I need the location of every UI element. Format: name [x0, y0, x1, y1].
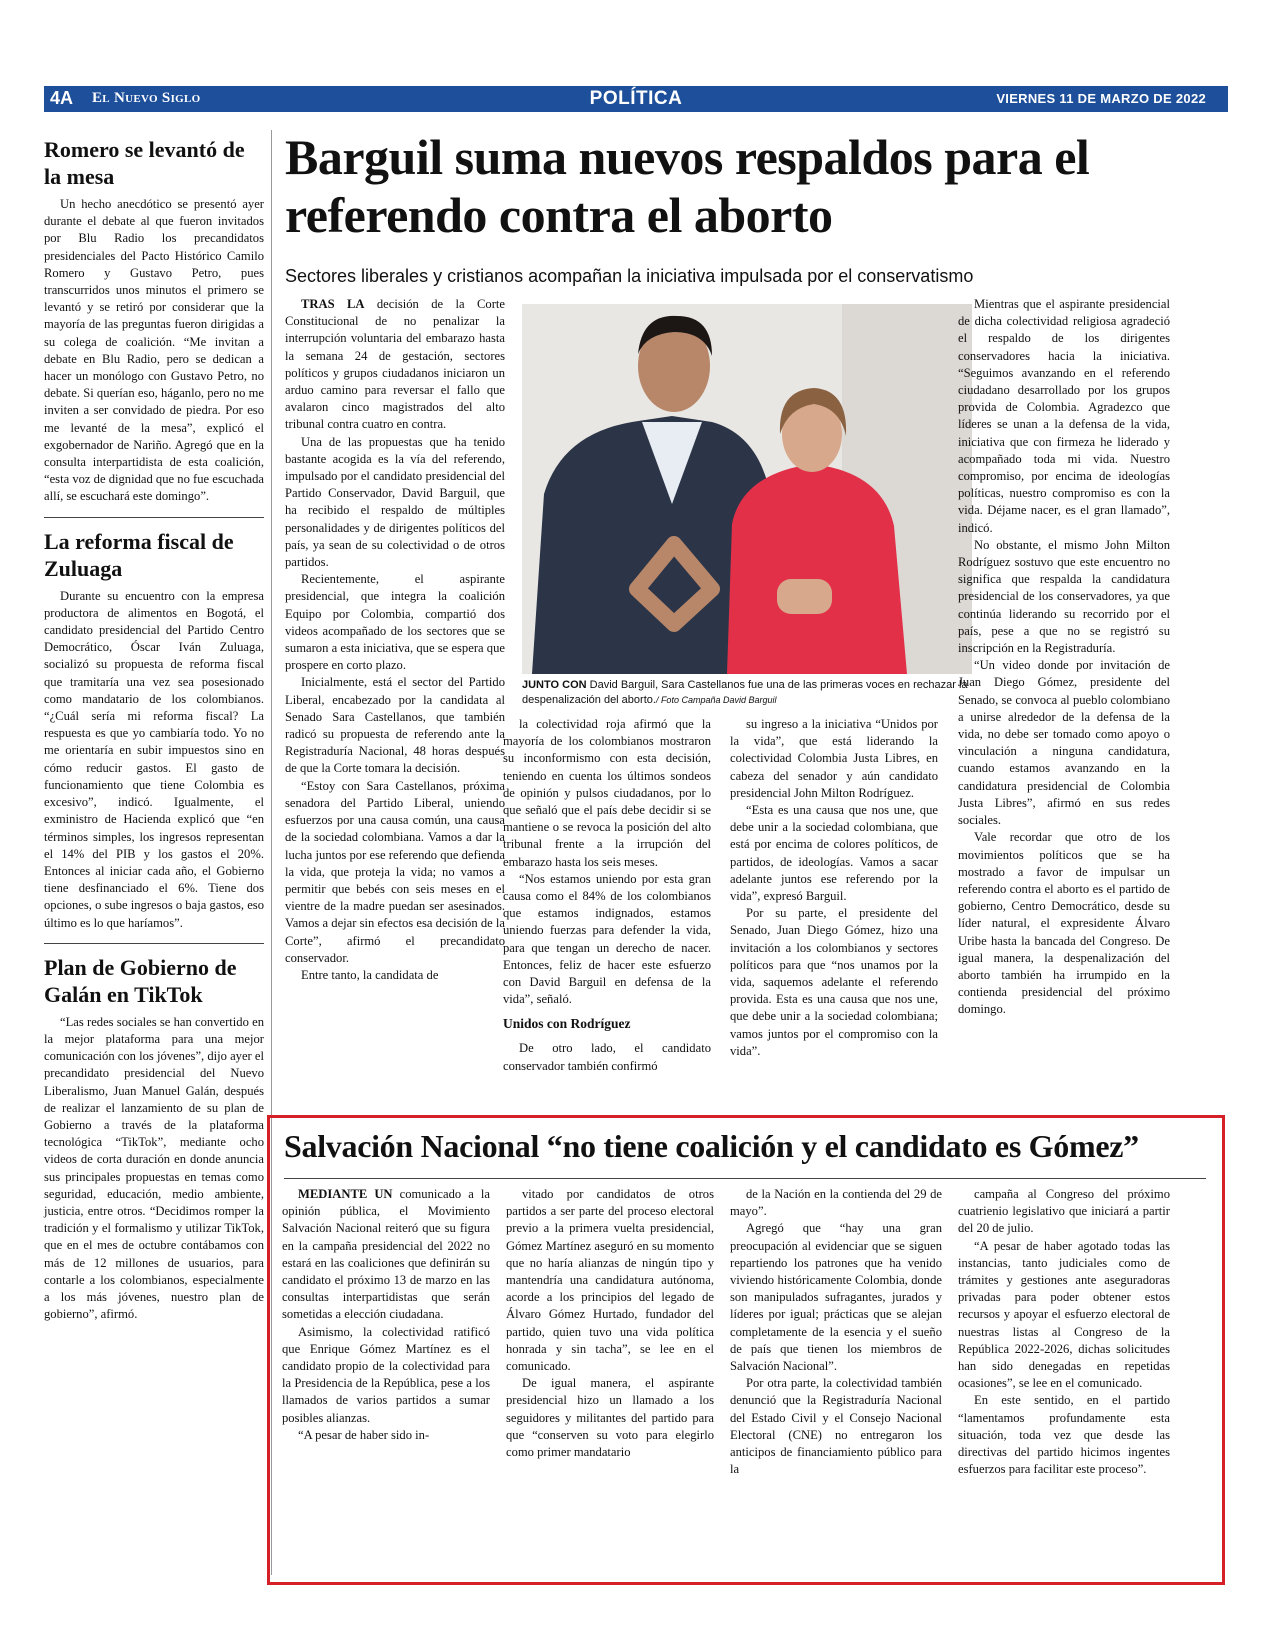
- section-title: POLÍTICA: [589, 88, 683, 109]
- lead-in: MEDIANTE UN: [298, 1187, 393, 1201]
- issue-date: VIERNES 11 DE MARZO DE 2022: [996, 91, 1206, 106]
- article-paragraph: campaña al Congreso del próximo cuatrienio legislativo que iniciará a partir del 20 de julio.: [958, 1187, 1170, 1236]
- article-paragraph: De igual manera, el aspirante presidencial hizo un llamado a los seguidores y militantes del partido para que “conserven su voto para elegirlo como primer mandatario: [506, 1376, 714, 1460]
- brief-title-galan: Plan de Gobierno de Galán en TikTok: [44, 954, 237, 1007]
- article-paragraph: Asimismo, la colectividad ratificó que Enrique Gómez Martínez es el candidato propio de la colectividad para la Presidencia de la República, pese a los llamados de varios partidos a sumar posibles alianzas.: [282, 1324, 490, 1425]
- brief-text-zuluaga: Durante su encuentro con la empresa productora de alimentos en Bogotá, el candidato presidencial del Partido Centro Democrático, Óscar Iván Zuluaga, socializó su propuesta de reforma fiscal que tramitaría una vez sea posesionado como mandatario de los colombianos. “¿Cuál sería mi reforma fiscal? La respuesta es que yo cambiaría todo. Yo no me orientaría en subir impuestos sino en cómo reducir gastos. El gasto de funcionamiento que tiene Colombia es excesivo”, indicó. Igualmente, el exministro de Hacienda explicó que “en términos simples, los ingresos representan el 14% del PIB y los gastos el 20%. Entonces al iniciar cada año, el Gobierno tiene desfinanciado el 6%. Tiene dos opciones, o sube ingresos o baja gastos, eso último es lo que haríamos”.: [44, 588, 265, 930]
- article-paragraph: TRAS LA decisión de la Corte Constitucional de no penalizar la interrupción voluntaria del embarazo hasta la semana 24 de gestación, sectores políticos y grupos ciudadanos iniciaron un arduo camino para reversar el fallo que avalaron cinco magistrados del alto tribunal contra cuatro en contra.: [285, 297, 505, 432]
- article-paragraph: No obstante, el mismo John Milton Rodríguez sostuvo que este encuentro no significa que respalda la candidatura presidencial de los conservadores, ya que continúa liderando su recorrido por el país, pese a que no se registró su inscripción en la Registraduría.: [958, 537, 1170, 656]
- page-banner: [44, 86, 1228, 112]
- article-paragraph: Recientemente, el aspirante presidencial, que integra la coalición Equipo por Colombia, compartió dos videos acompañado de los sectores que se sumaron a esta iniciativa, que se espera que prospere en corto plazo.: [285, 572, 505, 673]
- article-paragraph: Inicialmente, está el sector del Partido Liberal, encabezado por la candidata al Senado Sara Castellanos, que también radicó su propuesta de referendo ante la Registraduría Nacional, 48 horas después de que la Corte tomara la decisión.: [285, 675, 505, 776]
- article-paragraph: vitado por candidatos de otros partidos a ser parte del proceso electoral previo a la primera vuelta presidencial, Gómez Martínez aseguró en su momento que no haría alianzas de ningún tipo y mantendría una candidatura autónoma, acorde a los principios del legado de Álvaro Gómez Hurtado, fundador del partido, quien tuvo una vida política honrada y sin tacha”, se lee en el comunicado.: [506, 1187, 714, 1374]
- article-paragraph: En este sentido, en el partido “lamentamos profundamente esta situación, toda vez que desde las directivas del partido hicimos ingentes esfuerzos para facilitar este proceso”.: [958, 1393, 1170, 1477]
- lead-in: TRAS LA: [301, 297, 365, 311]
- article-paragraph: “Un video donde por invitación de Juan Diego Gómez, presidente del Senado, se convoca al pueblo colombiano a unirse alrededor de la defensa de la vida, no debe ser tomado como apoyo o vinculación a ninguna candidatura, cuando estamos avanzando en la candidatura presidencial de Colombia Justa Libres”, afirmó en sus redes sociales.: [958, 658, 1170, 828]
- divider: [44, 517, 264, 518]
- article-paragraph: Entre tanto, la candidata de: [301, 967, 439, 982]
- brief-text-galan: “Las redes sociales se han convertido en la mejor plataforma para una mejor comunicación con los jóvenes”, dijo ayer el precandidato presidencial del Nuevo Liberalismo, Juan Manuel Galán, después de realizar el lanzamiento de su plan de Gobierno a través de la plataforma tecnológica “TikTok”, mediante ocho videos de corta duración en donde anuncia sus principales propuestas en temas como seguridad, educación, medio ambiente, justicia, entre otros. “Decidimos romper la tradición y el formalismo y utilizar TikTok, que en el mes de octubre contábamos con más de 12 millones de usuarios, para contarle a los colombianos, especialmente a los más jóvenes, nuestro plan de gobierno”, afirmó.: [44, 1014, 264, 1322]
- article-paragraph: Por su parte, el presidente del Senado, Juan Diego Gómez, hizo una invitación a los colombianos y sectores políticos para que “nos unamos por la vida, saquemos adelante el referendo provida. Esta es una causa que nos une, que debe unir a la sociedad colombiana; vamos juntos por el compromiso con la vida”.: [730, 906, 938, 1058]
- article-paragraph: De otro lado, el candidato conservador también confirmó: [503, 1041, 711, 1073]
- sidebar-briefs: [44, 136, 264, 1323]
- article-paragraph: “Estoy con Sara Castellanos, próxima senadora del Partido Liberal, uniendo esfuerzos por una causa común, una causa de la sociedad colombiana. Vamos a dar la lucha juntos por ese referendo que defienda la vida, que proteja la vida; no vamos a permitir que bebés con seis meses en el vientre de la madre puedan ser asesinados. Vamos a dejar sin efectos esa decisión de la Corte”, afirmó el precandidato conservador.: [285, 778, 505, 965]
- article-column-4: [958, 296, 1170, 1019]
- article-photo: [522, 304, 972, 674]
- article-column-3: [730, 716, 938, 1060]
- article-paragraph: la colectividad roja afirmó que la mayoría de los colombianos mostraron su inconformismo con esta decisión, teniendo en cuenta los últimos sondeos de opinión y pulsos ciudadanos, por lo que señaló que el país debe decidir si se mantiene o se revoca la posición del alto tribunal frente a la irrupción del embarazo hasta los seis meses.: [503, 717, 711, 869]
- article-headline: Barguil suma nuevos respaldos para el referendo contra el aborto: [285, 129, 1090, 243]
- article-paragraph: Una de las propuestas que ha tenido bastante acogida es la vía del referendo, impulsado por el candidato presidencial del Partido Conservador, David Barguil, que ha recibido el respaldo de múltiples personalidades y de dirigentes políticos del país, ya sean de su colectividad o de otros partidos.: [285, 434, 505, 570]
- article-subheadline: Sectores liberales y cristianos acompañan la iniciativa impulsada por el conservatismo: [285, 266, 974, 286]
- article-paragraph: Por otra parte, la colectividad también denunció que la Registraduría Nacional del Estado Civil y el Consejo Nacional Electoral (CNE) no entregaron los anticipos de financiamiento público para la: [730, 1376, 942, 1477]
- article-column-2: [503, 716, 711, 1075]
- box-headline: Salvación Nacional “no tiene coalición y el candidato es Gómez”: [284, 1128, 1139, 1164]
- brief-title-romero: Romero se levantó de la mesa: [44, 137, 245, 189]
- box-column-1: [282, 1186, 490, 1444]
- brief-title-zuluaga: La reforma fiscal de Zuluaga: [44, 528, 234, 581]
- article-subhead: Unidos con Rodríguez: [503, 1016, 631, 1032]
- article-column-1: [285, 296, 505, 984]
- divider: [284, 1178, 1206, 1179]
- article-paragraph: “Nos estamos uniendo por esta gran causa como el 84% de los colombianos que estamos indignados, estamos uniendo fuerzas para defender la vida, para que tengan un derecho de nacer. Entonces, feliz de hacer este esfuerzo con David Barguil en defensa de la vida”, señaló.: [503, 871, 711, 1007]
- article-paragraph: de la Nación en la contienda del 29 de mayo”.: [730, 1187, 942, 1219]
- box-column-2: [506, 1186, 714, 1461]
- article-paragraph: “Esta es una causa que nos une, que debe unir a la sociedad colombiana, que está por encima de colores políticos, de partidos, de ideologías. Vamos a sacar adelante juntos ese referendo por la vida”, expresó Barguil.: [730, 803, 938, 904]
- article-paragraph: su ingreso a la iniciativa “Unidos por la vida”, que está liderando la colectividad Colombia Justa Libres, en cabeza del senador y aún candidato presidencial John Milton Rodríguez.: [730, 717, 938, 800]
- article-paragraph: Agregó que “hay una gran preocupación al evidenciar que se siguen repartiendo los patrones que ha venido viviendo históricamente Colombia, donde son manipulados sufragantes, jurados y líderes por igual; prácticas que se alejan completamente de la esencia y el sueño de país que tienen los miembros de Salvación Nacional”.: [730, 1221, 942, 1374]
- caption-lead: JUNTO CON: [522, 679, 587, 691]
- page-number: 4A: [50, 88, 74, 108]
- article-paragraph: “A pesar de haber agotado todas las instancias, tanto judiciales como de trámites y gestiones ante aseguradoras privadas para poder obtener estos recursos y apoyar el esfuerzo electoral de nuestras listas al Congreso de la República 2022-2026, dichas solicitudes han sido denegadas en repetidas ocasiones”, se lee en el comunicado.: [958, 1238, 1170, 1391]
- boxed-story: [267, 1115, 1225, 1585]
- article-paragraph: Mientras que el aspirante presidencial de dicha colectividad religiosa agradeció el respaldo de los dirigentes conservadores hacia la iniciativa. “Seguimos avanzando en el referendo ciudadano desarrollado por los grupos provida de Colombia. Agradezco que líderes se unan a la defensa de la vida, iniciativa que con firmeza he liderado y acompañado toda mi vida. Nuestro compromiso, por encima de ideologías políticas, nuestro compromiso es con la vida. Déjame nacer, es el gran llamado”, indicó.: [958, 297, 1170, 535]
- box-column-4: [958, 1186, 1170, 1478]
- brief-text-romero: Un hecho anecdótico se presentó ayer durante el debate al que fueron invitados por Blu Radio los precandidatos presidenciales del Pacto Histórico Camilo Romero y Gustavo Petro, pues transcurridos unos minutos el primero se levantó y se retiró por considerar que la mayoría de las preguntas fueron dirigidas a su colega de coalición. “Me invitan a debate en Blu Radio, pero se dedican a hacer un monólogo con Gustavo Petro, no debate. Si querían eso, háganlo, pero no me inviten a ser convidado de piedra. Por eso me levanté de la mesa”, explicó el exgobernador de Nariño. Agregó que en la consulta interpartidista de esta coalición, “esta voz de dignidad que no fue escuchada allí, se escuchará este domingo”.: [44, 197, 264, 504]
- photo-credit: / Foto Campaña David Barguil: [655, 695, 777, 705]
- divider: [44, 943, 264, 944]
- newspaper-name: El Nuevo Siglo: [92, 90, 201, 106]
- box-column-3: [730, 1186, 942, 1478]
- article-paragraph: “A pesar de haber sido in-: [298, 1427, 430, 1442]
- article-paragraph: Vale recordar que otro de los movimientos políticos que se ha mostrado a favor de impulsar un referendo contra el aborto es el partido de gobierno, Centro Democrático, desde su líder natural, el expresidente Álvaro Uribe hasta la bancada del Congreso. De igual manera, la despenalización del aborto también ha irrumpido en la contienda presidencial del próximo domingo.: [958, 830, 1170, 1017]
- caption-text: David Barguil, Sara Castellanos fue una de las primeras voces en rechazar la despenalización del aborto.: [522, 679, 968, 706]
- photo-caption: [522, 678, 972, 708]
- article-paragraph: MEDIANTE UN comunicado a la opinión pública, el Movimiento Salvación Nacional reiteró que su figura en la campaña presidencial del 2022 no estará en las coaliciones que definirán su candidato el próximo 13 de marzo en las consultas interpartidistas que serán sometidas a elección ciudadana.: [282, 1187, 490, 1322]
